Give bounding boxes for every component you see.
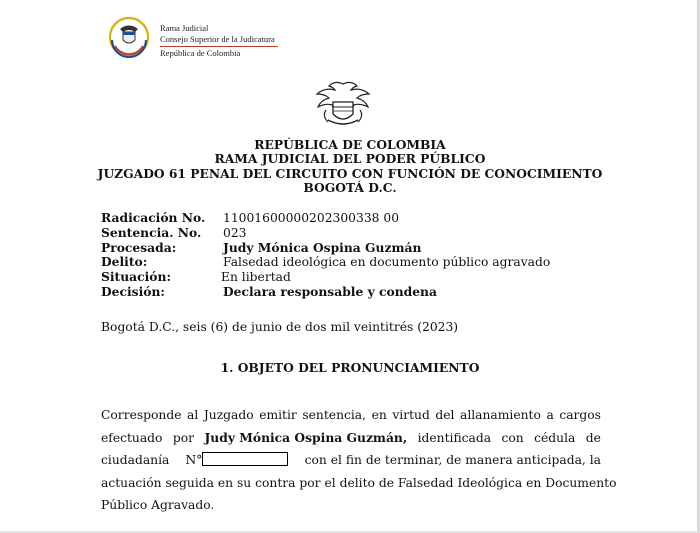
info-label: Situación:	[101, 269, 171, 285]
coat-of-arms-icon	[312, 80, 374, 130]
word: en	[371, 408, 387, 422]
date-line: Bogotá D.C., seis (6) de junio de dos mil veintitrés (2023)	[101, 320, 459, 334]
info-value: En libertad	[221, 270, 291, 285]
letterhead-line-2: Consejo Superior de la Judicatura	[160, 34, 275, 44]
body-paragraph	[101, 404, 617, 517]
word: identificada	[417, 430, 492, 445]
word: con el fin de terminar, de manera anticipada, la	[304, 453, 601, 468]
colombia-coat-of-arms-icon	[108, 16, 150, 58]
word: cargos	[559, 408, 601, 422]
paragraph-line-5	[101, 494, 601, 517]
paragraph-line-2	[101, 427, 601, 450]
word: al	[187, 408, 199, 422]
word: N°	[185, 453, 203, 468]
info-value: 023	[223, 225, 247, 240]
word: cédula	[534, 430, 576, 445]
info-value: Falsedad ideológica en documento público agravado	[223, 255, 551, 270]
line-text: actuación seguida en su contra por el delito de Falsedad Ideológica en Documento	[101, 475, 617, 490]
word: a	[546, 408, 554, 422]
id-number-group	[186, 449, 289, 472]
word: emitir	[259, 408, 297, 422]
word: del	[435, 408, 455, 422]
section-heading: 1. OBJETO DEL PRONUNCIAMIENTO	[220, 360, 480, 375]
word: sentencia,	[302, 408, 367, 422]
info-value: Judy Mónica Ospina Guzmán	[223, 239, 422, 255]
word: Corresponde	[101, 408, 182, 422]
title-line-1: REPÚBLICA DE COLOMBIA	[254, 137, 446, 152]
paragraph-line-4	[101, 472, 617, 495]
defendant-name: Judy Mónica Ospina Guzmán,	[204, 429, 408, 445]
word: efectuado	[101, 430, 163, 445]
letterhead-line-3: República de Colombia	[160, 48, 241, 58]
info-label: Delito:	[101, 254, 148, 270]
line-text: Público Agravado.	[101, 498, 215, 513]
title-line-3: JUZGADO 61 PENAL DEL CIRCUITO CON FUNCIÓN DE CONOCIMIENTO	[97, 165, 603, 181]
word: Juzgado	[203, 408, 254, 422]
title-line-4: BOGOTÁ D.C.	[303, 180, 397, 196]
info-value: Declara responsable y condena	[223, 283, 437, 299]
info-label: Decisión:	[101, 283, 165, 299]
info-label: Procesada:	[101, 239, 177, 255]
letterhead-line-1: Rama Judicial	[160, 23, 209, 33]
info-value: 11001600000202300338 00	[223, 211, 400, 225]
word: allanamiento	[459, 408, 541, 422]
word: con	[501, 430, 524, 445]
title-line-2: RAMA JUDICIAL DEL PODER PÚBLICO	[214, 151, 486, 167]
word: de	[585, 430, 601, 445]
info-label: Sentencia. No.	[101, 224, 202, 240]
court-title	[0, 138, 700, 196]
word: virtud	[392, 408, 430, 422]
word: ciudadanía	[101, 453, 170, 468]
paragraph-line-1	[101, 404, 601, 427]
letterhead-divider	[160, 46, 278, 47]
word: por	[172, 430, 195, 445]
redacted-id-box	[202, 452, 288, 466]
paragraph-line-3	[101, 449, 601, 472]
info-label: Radicación No.	[101, 210, 206, 225]
